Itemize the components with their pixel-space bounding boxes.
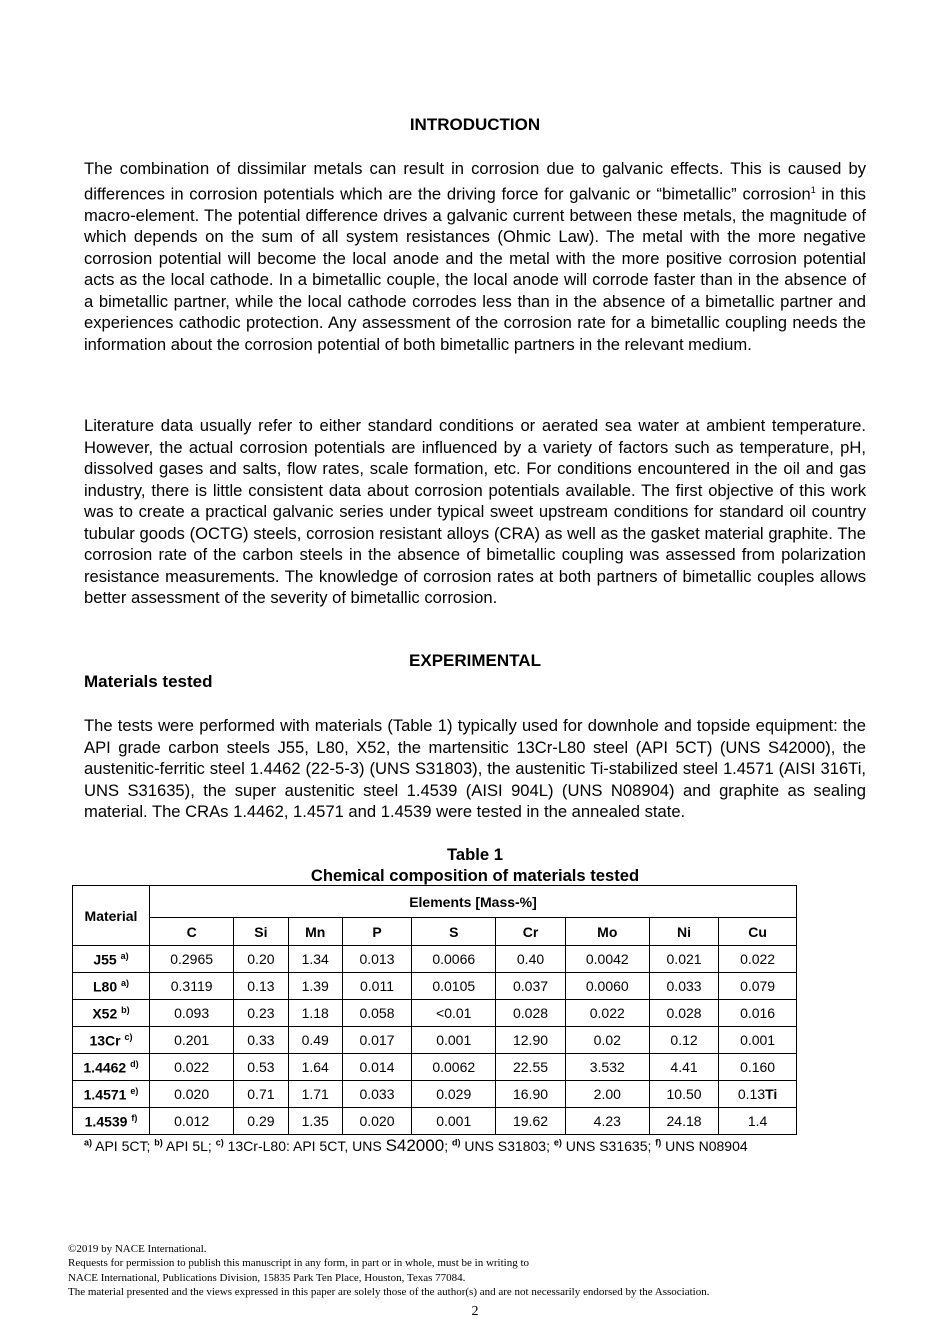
value-cell: 0.014 (342, 1054, 411, 1081)
table-row (73, 1027, 797, 1054)
page-number: 2 (471, 1304, 479, 1319)
value-cell: 0.037 (496, 973, 565, 1000)
value-cell: 1.18 (288, 1000, 342, 1027)
value-cell: 0.022 (719, 946, 797, 973)
value-cell: 0.013 (342, 946, 411, 973)
value-cell: 4.23 (565, 1108, 649, 1135)
material-cell: J55 $^{a)}$ (73, 946, 150, 973)
value-cell: 0.53 (234, 1054, 288, 1081)
material-cell: 1.4462 $^{d)}$ (73, 1054, 150, 1081)
value-cell: 0.033 (649, 973, 718, 1000)
value-cell: 4.41 (649, 1054, 718, 1081)
table-row (73, 1081, 797, 1108)
value-cell: 0.033 (342, 1081, 411, 1108)
value-cell: 0.0042 (565, 946, 649, 973)
value-cell: 0.022 (150, 1054, 234, 1081)
table-label: Table 1 (447, 845, 503, 864)
disclaimer: The material presented and the views expressed in this paper are solely those of the author(s) and are not necessarily endorsed by the Association. (68, 1285, 710, 1298)
value-cell: 0.33 (234, 1027, 288, 1054)
value-cell: 0.3119 (150, 973, 234, 1000)
value-cell: 0.028 (496, 1000, 565, 1027)
value-cell: 0.001 (412, 1027, 496, 1054)
value-cell: 0.201 (150, 1027, 234, 1054)
material-cell: L80 $^{a)}$ (73, 973, 150, 1000)
value-cell: 0.016 (719, 1000, 797, 1027)
value-cell: 0.12 (649, 1027, 718, 1054)
value-cell: 0.020 (342, 1108, 411, 1135)
table-row (73, 973, 797, 1000)
materials-tested-subheading: Materials tested (84, 672, 213, 691)
value-cell: 0.20 (234, 946, 288, 973)
element-header-s: S (412, 918, 496, 946)
value-cell: 1.64 (288, 1054, 342, 1081)
value-cell: 0.058 (342, 1000, 411, 1027)
page-footer (68, 1242, 709, 1299)
value-cell: 0.0060 (565, 973, 649, 1000)
value-cell: <0.01 (412, 1000, 496, 1027)
value-cell: 0.029 (412, 1081, 496, 1108)
value-cell: 0.012 (150, 1108, 234, 1135)
value-cell: 0.093 (150, 1000, 234, 1027)
composition-table (72, 885, 797, 1135)
value-cell: 0.2965 (150, 946, 234, 973)
publisher-address: NACE International, Publications Division, 15835 Park Ten Place, Houston, Texas 77084. (68, 1271, 466, 1284)
element-header-cu: Cu (719, 918, 797, 946)
value-cell: 0.40 (496, 946, 565, 973)
value-cell: 0.021 (649, 946, 718, 973)
value-cell: 0.001 (719, 1027, 797, 1054)
value-cell: 24.18 (649, 1108, 718, 1135)
value-cell: 16.90 (496, 1081, 565, 1108)
material-cell: X52 $^{b)}$ (73, 1000, 150, 1027)
value-cell: 0.022 (565, 1000, 649, 1027)
elements-group-header: Elements [Mass-%] (150, 886, 797, 918)
value-cell: 0.001 (412, 1108, 496, 1135)
value-cell: 10.50 (649, 1081, 718, 1108)
value-cell: 0.011 (342, 973, 411, 1000)
value-cell: 1.4 (719, 1108, 797, 1135)
element-header-mo: Mo (565, 918, 649, 946)
introduction-heading: INTRODUCTION (409, 115, 541, 134)
value-cell: 0.020 (150, 1081, 234, 1108)
material-cell: 1.4539 $^{f)}$ (73, 1108, 150, 1135)
value-cell: 0.028 (649, 1000, 718, 1027)
value-cell: 0.0105 (412, 973, 496, 1000)
table-row (73, 1108, 797, 1135)
introduction-paragraph-1: The combination of dissimilar metals can result in corrosion due to galvanic effects. This is caused by differences in corrosion potentials which are the driving force for galvanic or “bimetallic” corrosion$^1$ in this macro-element. The potential difference drives a galvanic current between these metals, the magnitude of which depends on the sum of all system resistances (Ohmic Law). The metal with the more negative corrosion potential will become the local anode and the metal with the more positive corrosion potential acts as the local cathode. In a bimetallic couple, the local anode will corrode faster than in the absence of a bimetallic partner, while the local cathode corrodes less than in the absence of a bimetallic partner and experiences cathodic protection. Any assessment of the corrosion rate for a bimetallic coupling needs the information about the corrosion potential of both bimetallic partners in the relevant medium. (84, 159, 866, 354)
experimental-paragraph: The tests were performed with materials (Table 1) typically used for downhole and topside equipment: the API grade carbon steels J55, L80, X52, the martensitic 13Cr-L80 steel (API 5CT) (UNS S42000), the austenitic-ferritic steel 1.4462 (22-5-3) (UNS S31803), the austenitic Ti-stabilized steel 1.4571 (AISI 316Ti, UNS S31635), the super austenitic steel 1.4539 (AISI 904L) (UNS N08904) and graphite as sealing material. The CRAs 1.4462, 1.4571 and 1.4539 were tested in the annealed state. (84, 716, 866, 821)
value-cell: 1.39 (288, 973, 342, 1000)
element-header-c: C (150, 918, 234, 946)
table-body (73, 946, 797, 1135)
value-cell: 0.017 (342, 1027, 411, 1054)
value-cell: 1.34 (288, 946, 342, 973)
material-column-header: Material (73, 886, 150, 946)
element-header-row (73, 918, 797, 946)
experimental-heading: EXPERIMENTAL (409, 651, 541, 670)
element-header-p: P (342, 918, 411, 946)
value-cell: 0.160 (719, 1054, 797, 1081)
element-header-mn: Mn (288, 918, 342, 946)
table-row (73, 1054, 797, 1081)
value-cell: 0.71 (234, 1081, 288, 1108)
element-header-cr: Cr (496, 918, 565, 946)
value-cell: 0.29 (234, 1108, 288, 1135)
value-cell: 0.49 (288, 1027, 342, 1054)
copyright: ©2019 by NACE International. (68, 1243, 207, 1255)
value-cell: 0.0066 (412, 946, 496, 973)
value-cell: 2.00 (565, 1081, 649, 1108)
value-cell: 0.02 (565, 1027, 649, 1054)
introduction-paragraph-2: Literature data usually refer to either standard conditions or aerated sea water at ambient temperature. However, the actual corrosion potentials are influenced by a variety of factors such as temperature, pH, dissolved gases and salts, flow rates, scale formation, etc. For conditions encountered in the oil and gas industry, there is little consistent data about corrosion potentials available. The first objective of this work was to create a practical galvanic series under typical sweet upstream conditions for standard oil country tubular goods (OCTG) steels, corrosion resistant alloys (CRA) as well as the gasket material graphite. The corrosion rate of the carbon steels in the absence of bimetallic coupling was assessed from polarization resistance measurements. The knowledge of corrosion rates at both partners of bimetallic couples allows better assessment of the severity of bimetallic corrosion. (84, 416, 866, 607)
value-cell: 3.532 (565, 1054, 649, 1081)
value-cell: 19.62 (496, 1108, 565, 1135)
table-row (73, 1000, 797, 1027)
table-title: Chemical composition of materials tested (310, 866, 640, 885)
value-cell: 0.13Ti (719, 1081, 797, 1108)
value-cell: 0.13 (234, 973, 288, 1000)
element-header-si: Si (234, 918, 288, 946)
value-cell: 1.35 (288, 1108, 342, 1135)
value-cell: 12.90 (496, 1027, 565, 1054)
value-cell: 0.23 (234, 1000, 288, 1027)
material-cell: 1.4571 $^{e)}$ (73, 1081, 150, 1108)
value-cell: 0.0062 (412, 1054, 496, 1081)
table-footnotes: $^{a)}$ API 5CT; $^{b)}$ API 5L; $^{c)}$ 13Cr-L80: API 5CT, UNS S42000; $^{d)}$ UNS S31803; $^{e)}$ UNS S31635; $^{f)}$ UNS N08904 (84, 1136, 748, 1155)
value-cell: 0.079 (719, 973, 797, 1000)
element-header-ni: Ni (649, 918, 718, 946)
value-cell: 22.55 (496, 1054, 565, 1081)
material-cell: 13Cr $^{c)}$ (73, 1027, 150, 1054)
value-cell: 1.71 (288, 1081, 342, 1108)
table-row (73, 946, 797, 973)
permission-notice: Requests for permission to publish this manuscript in any form, in part or in whole, must be in writing to (68, 1257, 530, 1270)
